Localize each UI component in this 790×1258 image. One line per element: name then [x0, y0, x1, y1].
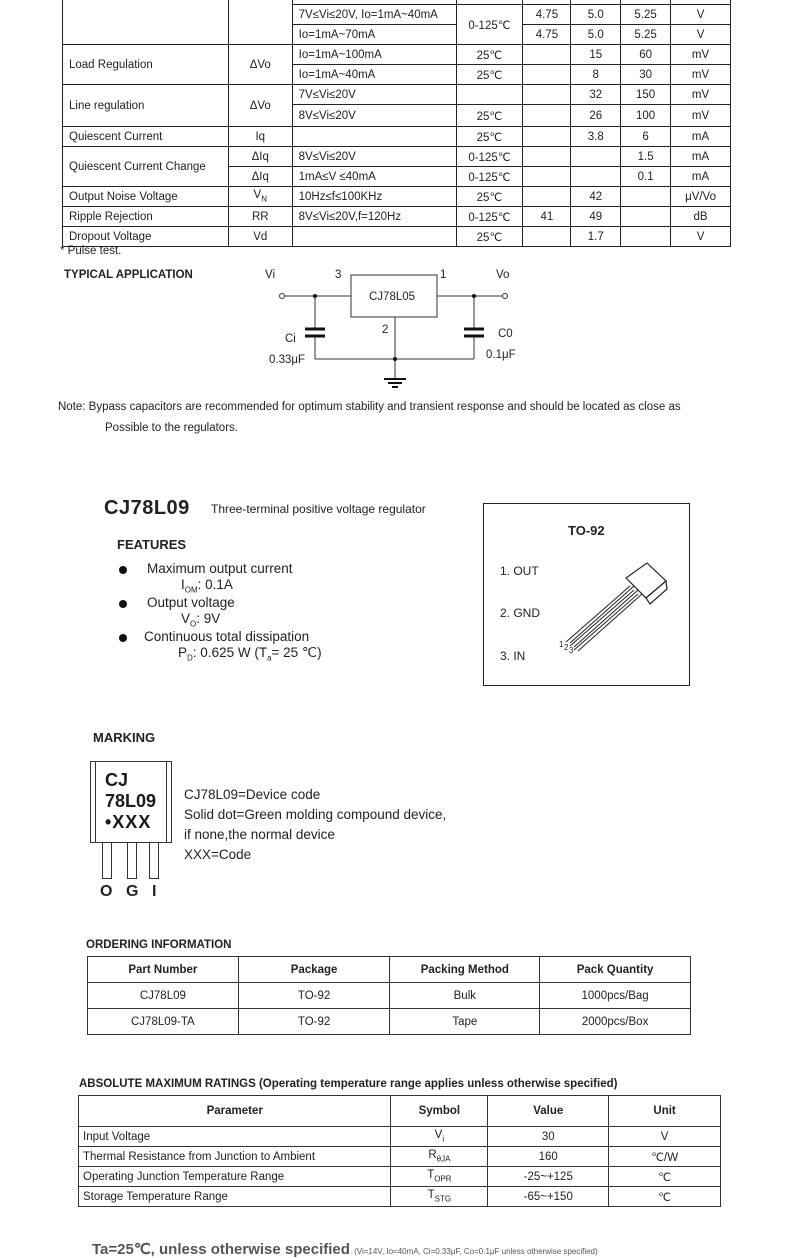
- co-value: 0.1μF: [486, 349, 516, 361]
- marking-heading: MARKING: [93, 730, 156, 745]
- table-row: Thermal Resistance from Junction to Ambient $R_{\theta JA}$ 160 ℃/W: [79, 1147, 721, 1167]
- table-row: Output Noise Voltage $V_N$ 10Hz≤f≤100KHz 25℃ 42 μV/Vo: [63, 187, 731, 207]
- ordering-table: [87, 956, 691, 1035]
- table-row: CJ78L09-TA TO-92 Tape 2000pcs/Box: [88, 1009, 691, 1035]
- typical-application-heading: TYPICAL APPLICATION: [64, 269, 193, 281]
- table-row: ΔIq 1mA≤V ≤40mA 0-125℃ 0.1 mA: [63, 167, 731, 187]
- feature-value: $P_D$: 0.625 W ($T_a= 25$ ℃): [178, 645, 322, 663]
- schematic-diagram: [260, 262, 530, 397]
- cut-off-heading: Ta=25℃, unless otherwise specified (Vi=14V, Io=40mA, Ci=0.33μF, Co=0.1μF unless otherwise specified): [92, 1241, 598, 1258]
- table-row: Io=1mA~70mA 4.75 5.0 5.25 V: [63, 25, 731, 45]
- table-row: Line regulation ΔVo 7V≤Vi≤20V 32 150 mV: [63, 85, 731, 105]
- bullet-icon: [119, 634, 127, 642]
- feature-list: [118, 561, 438, 671]
- table-row: Storage Temperature Range $T_{STG}$ -65~+150 ℃: [79, 1187, 721, 1207]
- package-box: [483, 503, 690, 686]
- feature-value: $I_{OM}$: 0.1A: [181, 577, 233, 595]
- table-row: Quiescent Current Iq 25℃ 3.8 6 mA: [63, 127, 731, 147]
- feature-title: Continuous total dissipation: [144, 629, 310, 644]
- ci-label: Ci: [285, 333, 296, 345]
- pin-letter: O: [100, 883, 113, 900]
- marking-description: CJ78L09=Device code Solid dot=Green molding compound device, if none,the normal device XXX=Code: [184, 787, 447, 862]
- chip-marking-text: CJ 78L09 •XXX: [105, 770, 157, 832]
- absolute-max-table: [78, 1095, 721, 1207]
- vo-label: Vo: [496, 269, 510, 281]
- table-row: Dropout Voltage Vd 25℃ 1.7 V: [63, 227, 731, 247]
- table-row: 8V≤Vi≤20V 25℃ 26 100 mV: [63, 105, 731, 127]
- pin-label-in: 3. IN: [500, 649, 526, 663]
- table-row: CJ78L09 TO-92 Bulk 1000pcs/Bag: [88, 983, 691, 1009]
- table-row: Input Voltage $V_i$ 30 V: [79, 1127, 721, 1147]
- param-output-voltage: [63, 0, 229, 45]
- table-header-row: Parameter Symbol Value Unit: [79, 1096, 721, 1127]
- pin-label-gnd: 2. GND: [500, 606, 541, 620]
- pin2-label: 2: [382, 324, 389, 336]
- feature-title: Maximum output current: [147, 561, 293, 576]
- table-header-row: Part Number Package Packing Method Pack Quantity: [88, 957, 691, 983]
- pin-label-out: 1. OUT: [500, 564, 539, 578]
- pin3-label: 3: [335, 269, 342, 281]
- feature-value: $V_O$: 9V: [181, 611, 221, 629]
- table-row: 7V≤Vi≤20V, Io=1mA~40mA 0-125℃ 4.75 5.0 5.25 V: [63, 5, 731, 25]
- lead-number: 3: [569, 646, 574, 655]
- ci-value: 0.33μF: [269, 354, 306, 366]
- table-row: Io=1mA~40mA 25℃ 8 30 mV: [63, 65, 731, 85]
- pulse-test-footnote: * Pulse test.: [60, 245, 122, 257]
- table-row: Quiescent Current Change ΔIq 8V≤Vi≤20V 0-125℃ 1.5 mA: [63, 147, 731, 167]
- pin-letter: G: [126, 883, 139, 900]
- feature-title: Output voltage: [147, 595, 235, 610]
- bullet-icon: [119, 600, 127, 608]
- lead-number: 2: [564, 643, 569, 652]
- package-name: TO-92: [568, 523, 605, 538]
- bypass-note: Note: Bypass capacitors are recommended for optimum stability and transient response and should be located as close as Possible to the regulators.: [58, 401, 681, 434]
- bullet-icon: [119, 566, 127, 574]
- pin-letter: I: [152, 883, 157, 900]
- table-row: Operating Junction Temperature Range $T_{OPR}$ -25~+125 ℃: [79, 1167, 721, 1187]
- product-subtitle: Three-terminal positive voltage regulator: [211, 502, 426, 516]
- pin1-label: 1: [440, 269, 447, 281]
- ic-label: CJ78L05: [369, 291, 416, 303]
- features-heading: FEATURES: [117, 537, 187, 552]
- marking-chip-drawing: [90, 761, 180, 901]
- vi-label: Vi: [265, 269, 276, 281]
- electrical-characteristics-table: [62, 0, 731, 247]
- application-schematic: [260, 262, 530, 397]
- table-row: Ripple Rejection RR 8V≤Vi≤20V,f=120Hz 0-125℃ 41 49 dB: [63, 207, 731, 227]
- lead-number: 1: [559, 640, 564, 649]
- product-name: CJ78L09: [104, 497, 190, 519]
- absolute-max-heading: ABSOLUTE MAXIMUM RATINGS (Operating temperature range applies unless otherwise specified): [79, 1078, 618, 1090]
- table-row: Load Regulation ΔVo Io=1mA~100mA 25℃ 15 60 mV: [63, 45, 731, 65]
- co-label: C0: [498, 328, 513, 340]
- ordering-heading: ORDERING INFORMATION: [86, 939, 232, 951]
